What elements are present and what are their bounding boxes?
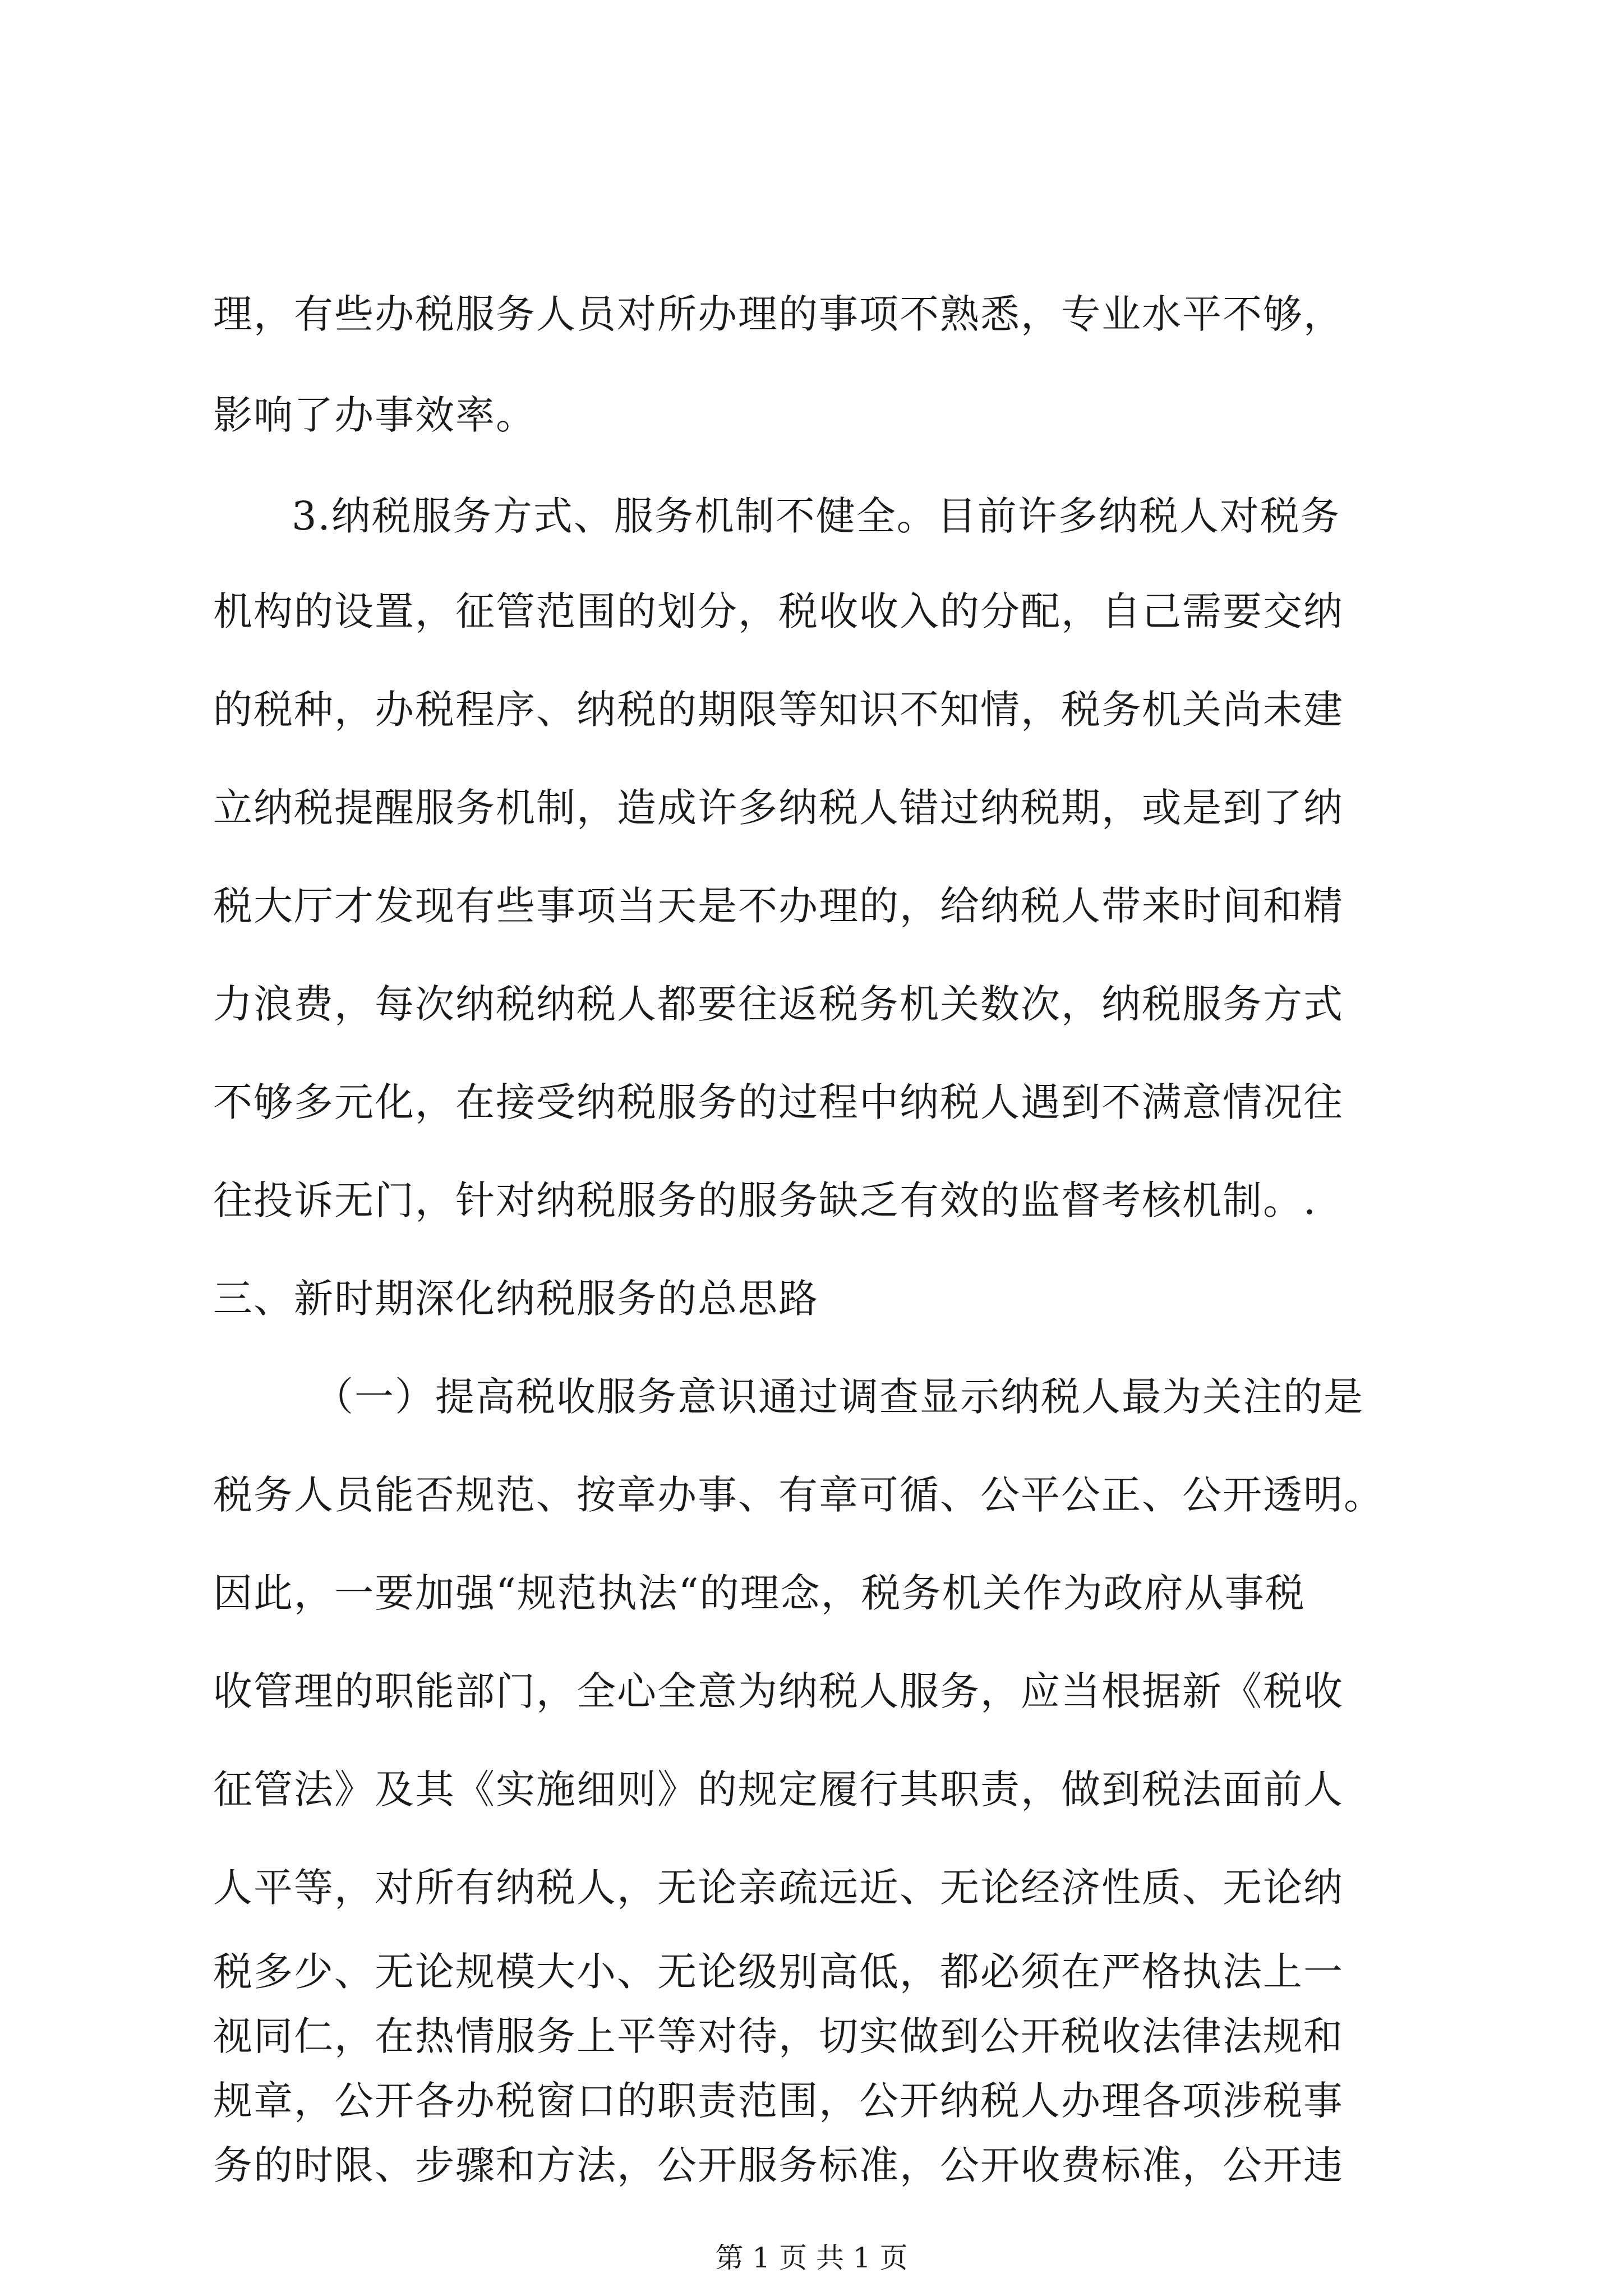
text-line: 因此，一要加强“规范执法“的理念，税务机关作为政府从事税: [213, 1570, 1306, 1616]
text-line: 的税种，办税程序、纳税的期限等知识不知情，税务机关尚未建: [213, 687, 1344, 733]
text-line: 影响了办事效率。: [213, 392, 536, 438]
text-line: 不够多元化，在接受纳税服务的过程中纳税人遇到不满意情况往: [213, 1079, 1344, 1125]
text-line: 视同仁，在热情服务上平等对待，切实做到公开税收法律法规和: [213, 2013, 1344, 2059]
text-line: 税大厅才发现有些事项当天是不办理的，给纳税人带来时间和精: [213, 883, 1344, 929]
text-line: 3.纳税服务方式、服务机制不健全。目前许多纳税人对税务: [292, 493, 1341, 539]
text-line: 征管法》及其《实施细则》的规定履行其职责，做到税法面前人: [213, 1766, 1344, 1812]
text-line: 人平等，对所有纳税人，无论亲疏远近、无论经济性质、无论纳: [213, 1865, 1344, 1911]
text-line: 力浪费，每次纳税纳税人都要往返税务机关数次，纳税服务方式: [213, 981, 1344, 1027]
text-line: （一）提高税收服务意识通过调查显示纳税人最为关注的是: [314, 1374, 1364, 1420]
text-line: 往投诉无门，针对纳税服务的服务缺乏有效的监督考核机制。.: [213, 1177, 1317, 1223]
text-line: 理，有些办税服务人员对所办理的事项不熟悉，专业水平不够，: [213, 291, 1344, 337]
text-line: 税多少、无论规模大小、无论级别高低，都必须在严格执法上一: [213, 1949, 1344, 1995]
text-line: 规章，公开各办税窗口的职责范围，公开纳税人办理各项涉税事: [213, 2078, 1344, 2124]
text-line: 务的时限、步骤和方法，公开服务标准，公开收费标准，公开违: [213, 2142, 1344, 2188]
section-heading: 三、新时期深化纳税服务的总思路: [213, 1276, 819, 1322]
text-line: 机构的设置，征管范围的划分，税收收入的分配，自己需要交纳: [213, 588, 1344, 634]
text-line: 税务人员能否规范、按章办事、有章可循、公平公正、公开透明。: [213, 1472, 1384, 1518]
text-line: 收管理的职能部门，全心全意为纳税人服务，应当根据新《税收: [213, 1668, 1344, 1714]
text-line: 立纳税提醒服务机制，造成许多纳税人错过纳税期，或是到了纳: [213, 785, 1344, 831]
page-footer: 第 1 页 共 1 页: [715, 2242, 908, 2274]
